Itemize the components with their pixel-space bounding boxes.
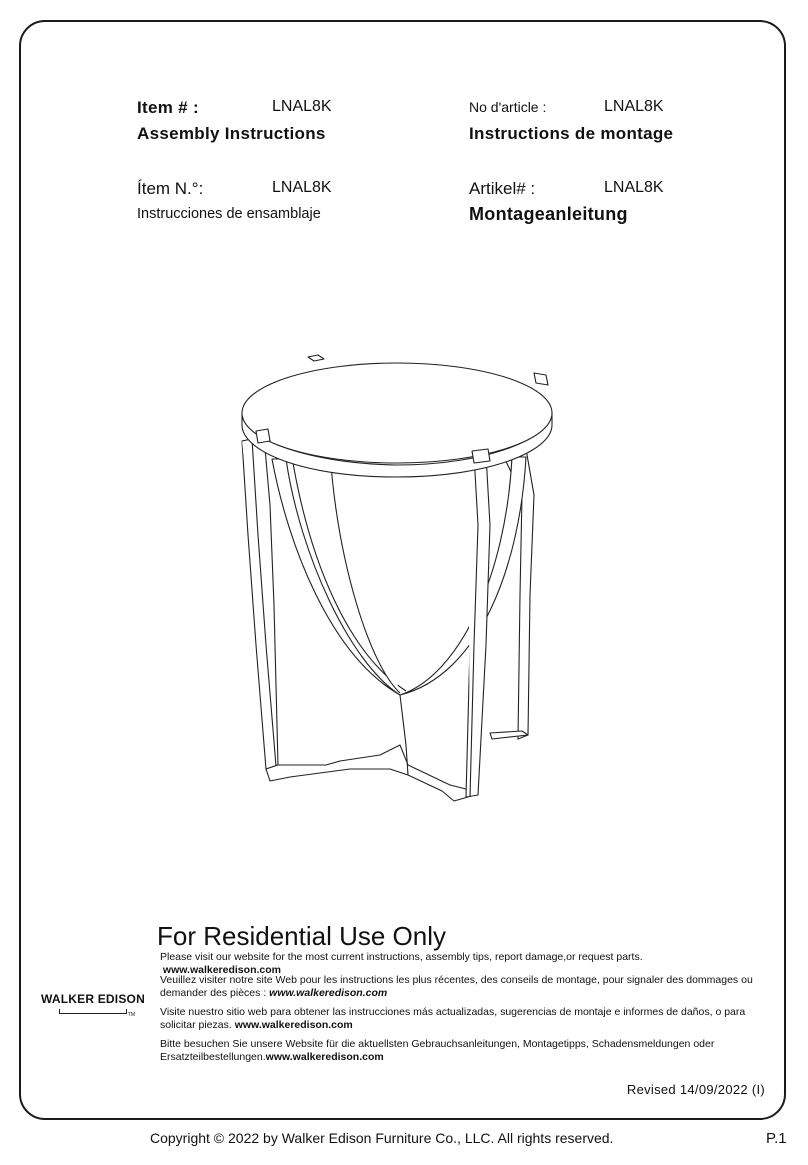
page-number: P.1 <box>766 1130 787 1147</box>
logo-text: WALKER EDISON <box>41 992 145 1006</box>
website-link-es[interactable]: www.walkeredison.com <box>234 1019 353 1031</box>
item-label-fr: No d'article : <box>469 99 547 115</box>
revised-date: Revised 14/09/2022 (I) <box>626 1082 765 1097</box>
logo-tick-left <box>59 1009 60 1014</box>
notice-de-text: Bitte besuchen Sie unsere Website für die aktuellsten Gebrauchsanleitungen, Montagetipps, Schadensmeldungen oder Ersatzteilbestellungen. <box>160 1038 715 1063</box>
item-value-es: LNAL8K <box>272 179 332 196</box>
notice-es <box>160 1006 766 1032</box>
website-link-de[interactable]: www.walkeredison.com <box>265 1051 384 1063</box>
logo-trademark: TM <box>127 1012 135 1018</box>
subtitle-de: Montageanleitung <box>469 204 628 224</box>
residential-use-title: For Residential Use Only <box>157 921 446 951</box>
item-label-de: Artikel# : <box>469 179 536 198</box>
item-value-en: LNAL8K <box>272 98 332 115</box>
subtitle-es: Instrucciones de ensamblaje <box>137 206 321 222</box>
website-link-fr[interactable]: www.walkeredison.com <box>269 987 388 999</box>
item-value-de: LNAL8K <box>604 179 664 196</box>
item-label-en: Item # : <box>137 98 199 117</box>
side-table-illustration <box>230 345 570 805</box>
notice-fr-text: Veuillez visiter notre site Web pour les instructions les plus récentes, des conseils de montage, pour signaler des dommages ou demander des pièces : <box>160 974 753 999</box>
notice-fr <box>160 974 766 1000</box>
notice-de <box>160 1038 766 1064</box>
walker-edison-logo <box>41 990 145 1020</box>
copyright-notice: Copyright © 2022 by Walker Edison Furniture Co., LLC. All rights reserved. <box>150 1130 614 1146</box>
subtitle-en: Assembly Instructions <box>137 124 326 143</box>
logo-underline <box>59 1013 127 1014</box>
item-value-fr: LNAL8K <box>604 98 664 115</box>
website-link-en[interactable]: www.walkeredison.com <box>162 964 281 976</box>
subtitle-fr: Instructions de montage <box>469 124 674 143</box>
notice-en-text: Please visit our website for the most current instructions, assembly tips, report damage,or request parts. <box>160 951 643 963</box>
notice-es-text: Visite nuestro sitio web para obtener las instrucciones más actualizadas, sugerencias de montaje e informes de daños, o para solicitar piezas. <box>160 1006 746 1031</box>
item-label-es: Ítem N.°: <box>137 179 204 198</box>
